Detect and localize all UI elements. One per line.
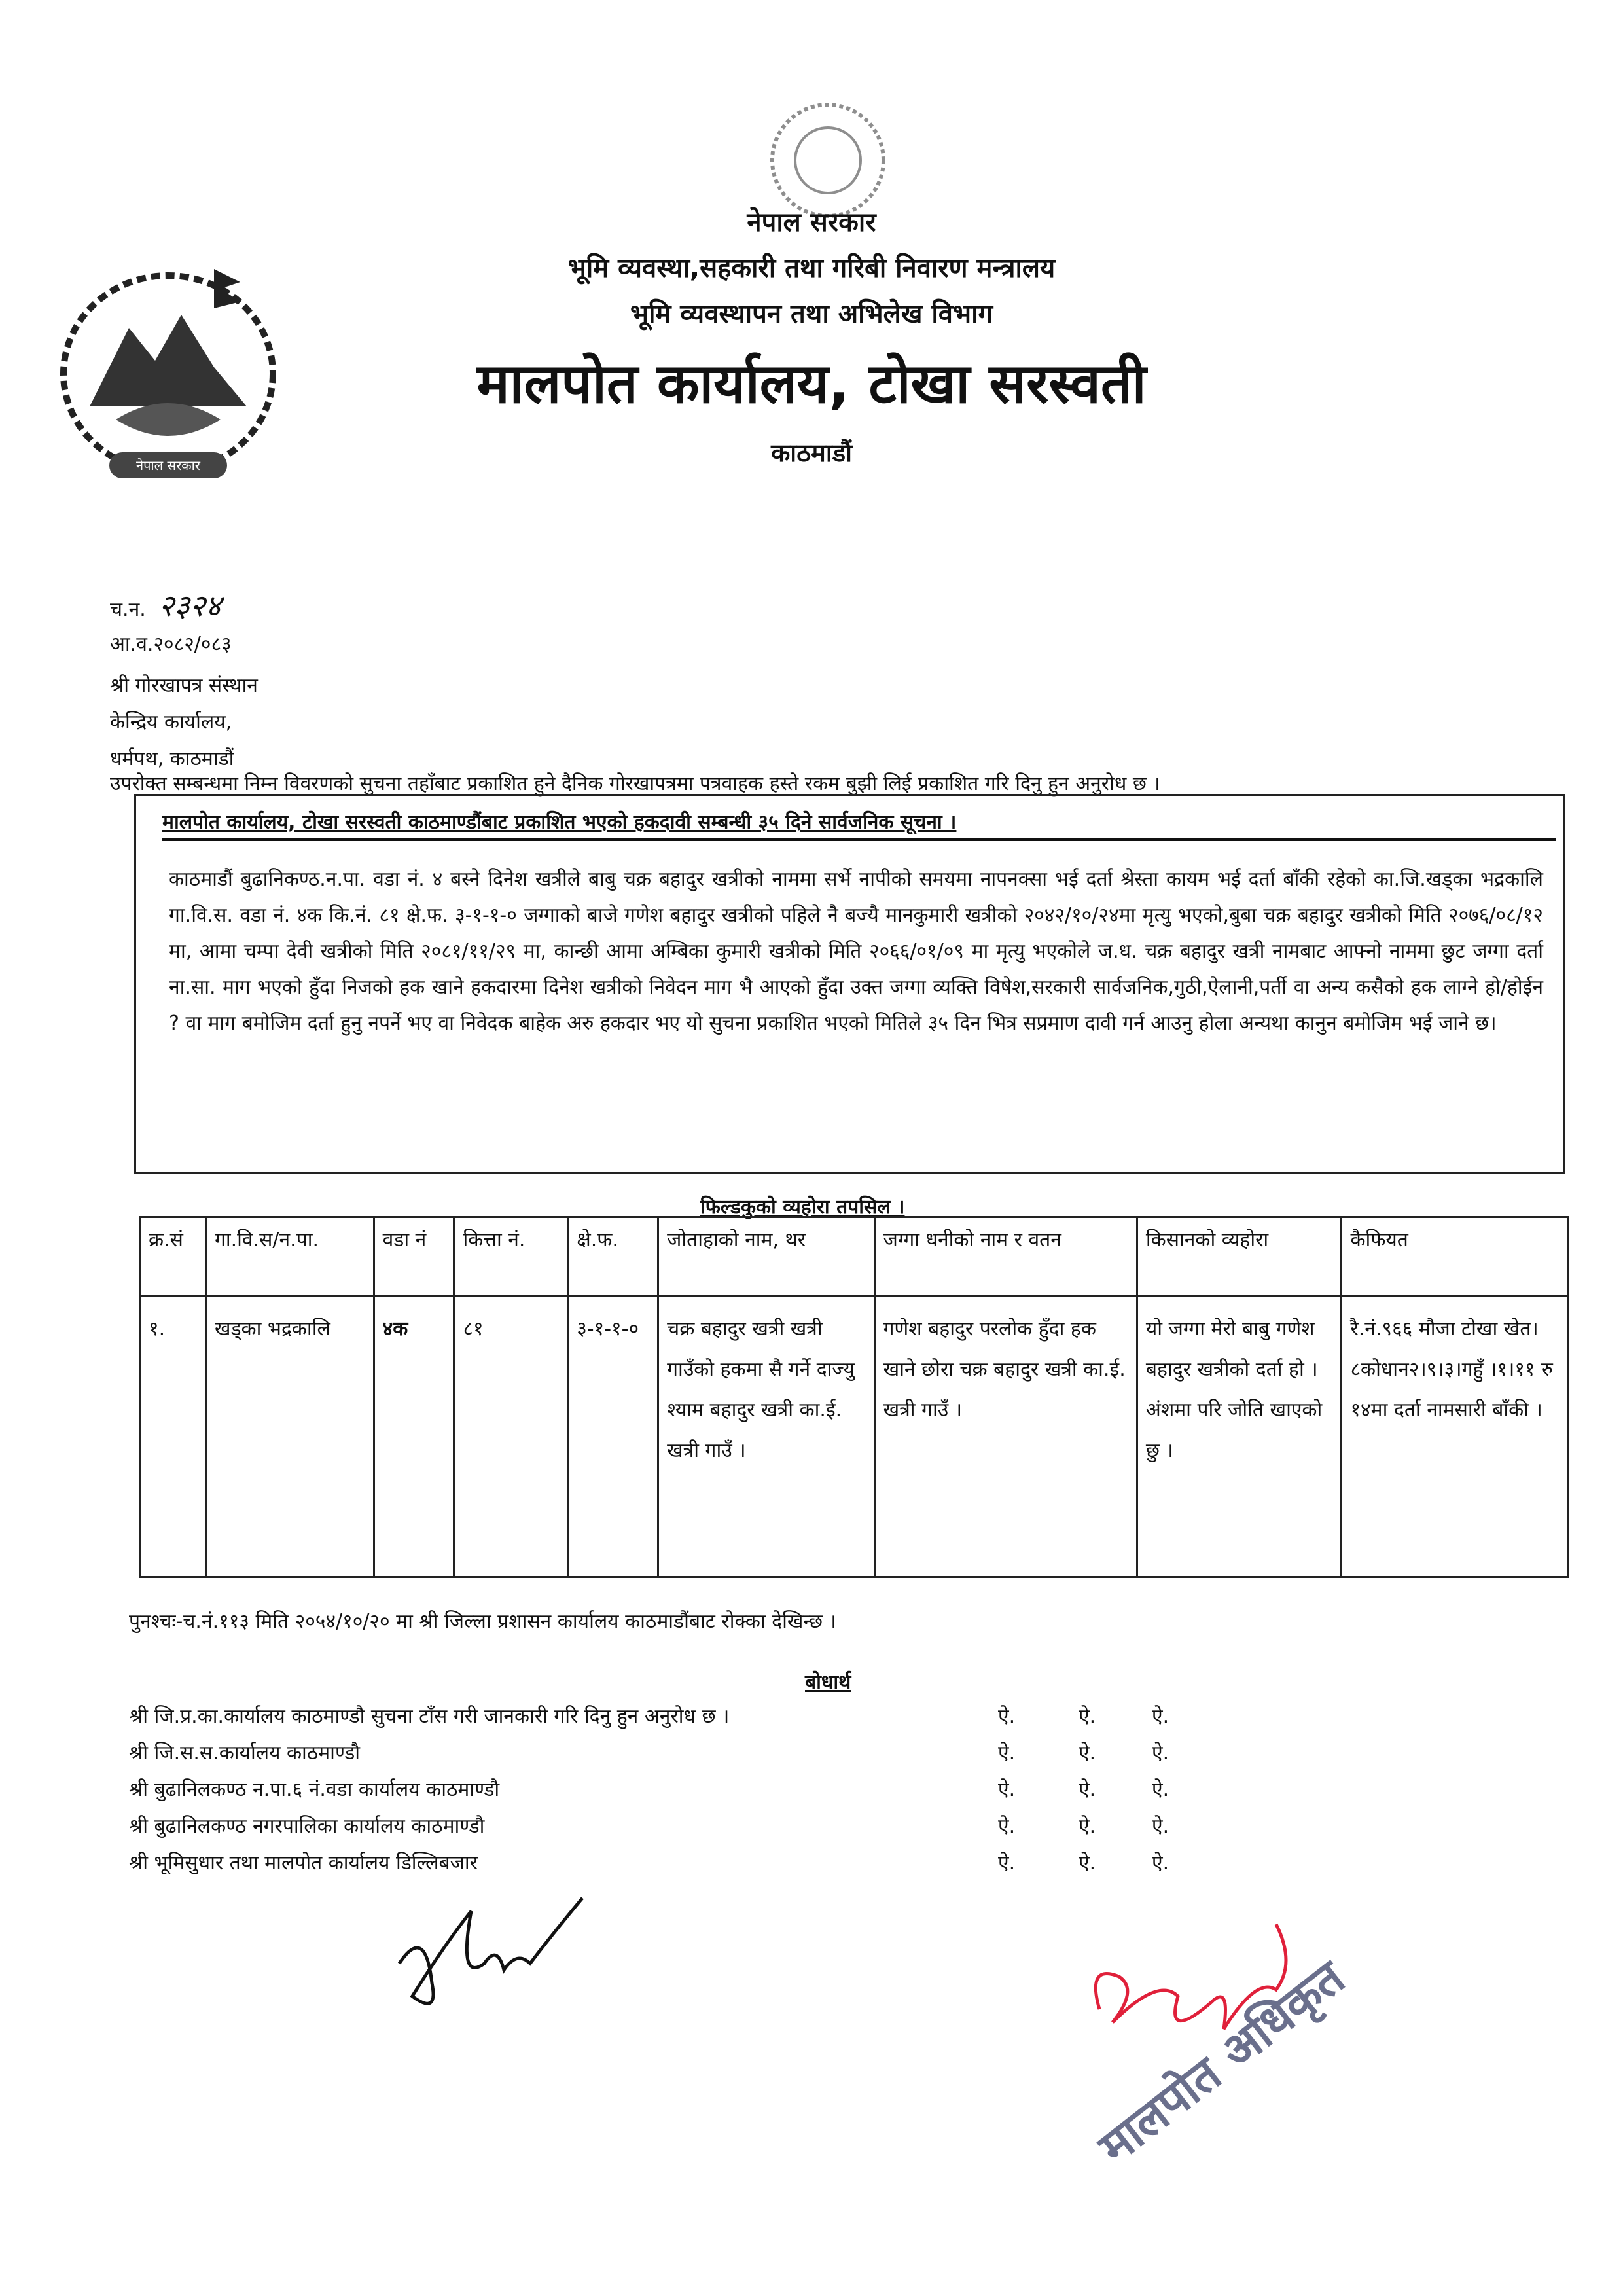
cc-item: श्री जि.स.स.कार्यालय काठमाण्डौ	[129, 1742, 361, 1765]
notice-body: काठमाडौं बुढानिकण्ठ.न.पा. वडा नं. ४ बस्ने दिनेश खत्रीले बाबु चक्र बहादुर खत्रीको नाममा सर्भे नापीको समयमा नापनक्सा भई दर्ता श्रेस्ता कायम भई दर्ता बाँकी रहेको का.जि.खड्का भद्रकालि गा.वि.स. वडा नं. ४क कि.नं. ८१ क्षे.फ. ३-१-१-० जग्गाको बाजे गणेश बहादुर खत्रीको पहिले नै बज्यै मानकुमारी खत्रीको २०४२/१०/२४मा मृत्यु भएको,बुबा चक्र बहादुर खत्रीको मिति २०७६/०८/१२ मा, आमा चम्पा देवी खत्रीको मिति २०८१/११/२९ मा, कान्छी आमा अम्बिका कुमारी खत्रीको मिति २०६६/०१/०९ मा मृत्यु भएकोले ज.ध. चक्र बहादुर खत्री नामबाट आफ्नो नाममा छुट जग्गा दर्ता ना.सा. माग भएको हुँदा निजको हक खाने हकदारमा दिनेश खत्रीको निवेदन माग भै आएको हुँदा उक्त जग्गा व्यक्ति विषेश,सरकारी सार्वजनिक,गुठी,ऐलानी,पर्ती वा अन्य कसैको हक लाग्ने हो/होईन ? वा माग बमोजिम दर्ता हुनु नपर्ने भए वा निवेदक बाहेक अरु हकदार भए यो सुचना प्रकाशित भएको मितिले ३५ दिन भित्र सप्रमाण दावी गर्न आउनु होला अन्यथा कानुन बमोजिम भई जाने छ।	[169, 868, 1543, 1035]
cc-item: श्री जि.प्र.का.कार्यालय काठमाण्डौ सुचना टाँस गरी जानकारी गरि दिनु हुन अनुरोध छ ।	[129, 1705, 730, 1728]
ditto-mark: ऐ.	[998, 1778, 1016, 1801]
ditto-mark: ऐ.	[998, 1815, 1016, 1838]
cell-tiller: चक्र बहादुर खत्री खत्री गाउँको हकमा सै गर्ने दाज्यु श्याम बहादुर खत्री का.ई. खत्री गाउँ ।	[658, 1297, 875, 1577]
dispatch-label: च.न.	[110, 598, 146, 621]
cell-serial: १.	[140, 1297, 206, 1577]
department-name: भूमि व्यवस्थापन तथा अभिलेख विभाग	[630, 299, 993, 329]
header-cell: क्षे.फ.	[568, 1217, 658, 1297]
details-table	[139, 1216, 1569, 1578]
ditto-mark: ऐ.	[998, 1705, 1016, 1728]
ditto-mark: ऐ.	[1079, 1705, 1096, 1728]
office-city: काठमाडौं	[771, 439, 852, 467]
addressee-line: धर्मपथ, काठमाडौं	[110, 747, 234, 770]
cell-plot-no: ८१	[454, 1297, 568, 1577]
ditto-mark: ऐ.	[1079, 1852, 1096, 1874]
cc-item: श्री भूमिसुधार तथा मालपोत कार्यालय डिल्लिबजार	[129, 1852, 478, 1874]
ditto-mark: ऐ.	[1152, 1778, 1169, 1801]
dispatch-value: २३२४	[158, 588, 222, 623]
dispatch-number	[110, 584, 221, 625]
header-cell: किसानको व्यहोरा	[1137, 1217, 1342, 1297]
officer-stamp	[1060, 1898, 1368, 2175]
notice-box	[134, 794, 1565, 1174]
cc-item: श्री बुढानिलकण्ठ नगरपालिका कार्यालय काठमाण्डौ	[129, 1815, 485, 1838]
emblem-motto: नेपाल सरकार	[136, 457, 200, 473]
header-cell: गा.वि.स/न.पा.	[205, 1217, 374, 1297]
header-cell: क्र.सं	[140, 1217, 206, 1297]
ditto-mark: ऐ.	[998, 1742, 1016, 1765]
cell-remarks: रै.नं.९६६ मौजा टोखा खेत।८कोधान२।९।३।गहुँ ।१।११ रु १४मा दर्ता नामसारी बाँकी ।	[1342, 1297, 1568, 1577]
addressee-line: श्री गोरखापत्र संस्थान	[110, 674, 258, 697]
notice-title-bar	[162, 808, 1556, 841]
cell-farmer-statement: यो जग्गा मेरो बाबु गणेश बहादुर खत्रीको दर्ता हो । अंशमा परि जोति खाएको छु ।	[1137, 1297, 1342, 1577]
addressee-line: केन्द्रिय कार्यालय,	[110, 711, 232, 734]
ditto-mark: ऐ.	[1079, 1742, 1096, 1765]
ditto-mark: ऐ.	[998, 1852, 1016, 1874]
header-cell: कित्ता नं.	[454, 1217, 568, 1297]
table-title: फिल्डकुको व्यहोरा तपसिल ।	[700, 1196, 905, 1219]
postscript: पुनश्चः-च.नं.११३ मिति २०५४/१०/२० मा श्री जिल्ला प्रशासन कार्यालय काठमाडौंबाट रोक्का देखिन्छ ।	[129, 1610, 836, 1633]
header-cell: कैफियत	[1342, 1217, 1568, 1297]
ministry-name: भूमि व्यवस्था,सहकारी तथा गरिबी निवारण मन्त्रालय	[567, 253, 1056, 283]
ditto-mark: ऐ.	[1079, 1815, 1096, 1838]
signature	[386, 1885, 602, 2025]
cell-municipality: खड्का भद्रकालि	[205, 1297, 374, 1577]
ditto-mark: ऐ.	[1152, 1742, 1169, 1765]
cell-area: ३-१-१-०	[568, 1297, 658, 1577]
cc-item: श्री बुढानिलकण्ठ न.पा.६ नं.वडा कार्यालय काठमाण्डौ	[129, 1778, 500, 1801]
header-cell: वडा नं	[374, 1217, 454, 1297]
stamp-title: मालपोत अधिकृत	[1088, 1949, 1355, 2175]
header-cell: जोताहाको नाम, थर	[658, 1217, 875, 1297]
ditto-mark: ऐ.	[1152, 1705, 1169, 1728]
cell-ward: ४क	[374, 1297, 454, 1577]
table-header-row	[140, 1217, 1568, 1297]
government-name: नेपाल सरकार	[747, 207, 876, 238]
ditto-mark: ऐ.	[1152, 1815, 1169, 1838]
notice-title: मालपोत कार्यालय, टोखा सरस्वती काठमाण्डौंबाट प्रकाशित भएको हकदावी सम्बन्धी ३५ दिने सार्वजनिक सूचना ।	[162, 811, 957, 834]
request-text: उपरोक्त सम्बन्धमा निम्न विवरणको सुचना तहाँबाट प्रकाशित हुने दैनिक गोरखापत्रमा पत्रवाहक हस्ते रकम बुझी लिई प्रकाशित गरि दिनु हुन अनुरोध छ ।	[110, 772, 1160, 795]
ditto-mark: ऐ.	[1079, 1778, 1096, 1801]
ditto-mark: ऐ.	[1152, 1852, 1169, 1874]
cc-heading: बोधार्थ	[805, 1671, 851, 1694]
header-cell: जग्गा धनीको नाम र वतन	[874, 1217, 1137, 1297]
office-name: मालपोत कार्यालय, टोखा सरस्वती	[476, 351, 1147, 416]
table-row	[140, 1297, 1568, 1577]
fiscal-year: आ.व.२०८२/०८३	[110, 633, 232, 656]
cell-owner: गणेश बहादुर परलोक हुँदा हक खाने छोरा चक्र बहादुर खत्री का.ई. खत्री गाउँ ।	[874, 1297, 1137, 1577]
